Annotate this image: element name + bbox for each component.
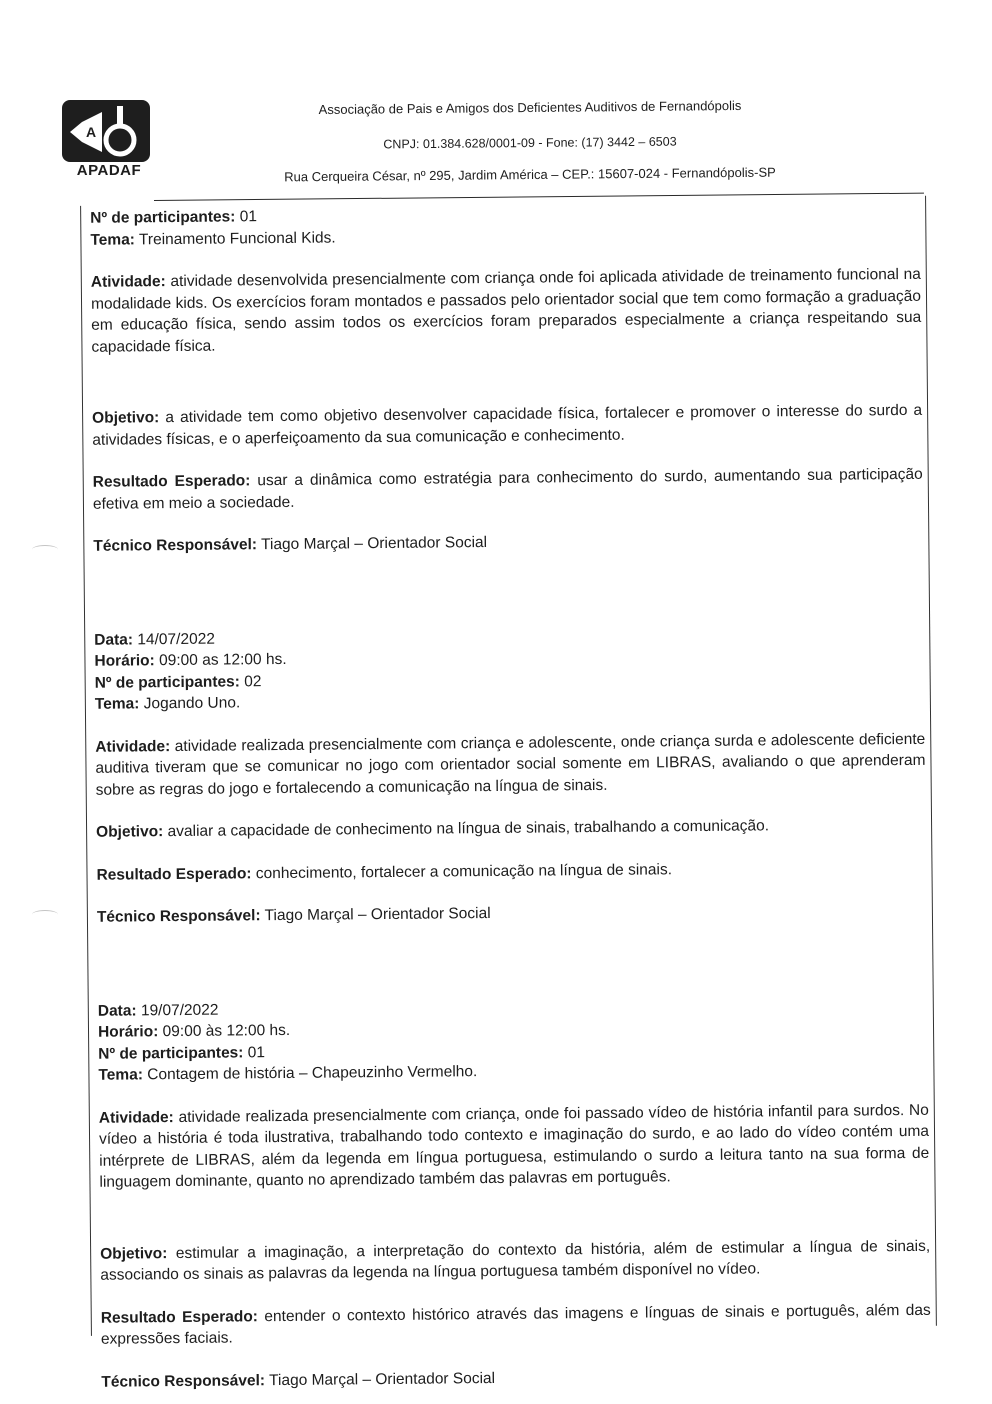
scan-artifact bbox=[32, 545, 58, 554]
address-line: Rua Cerqueira César, nº 295, Jardim América – CEP.: 15607-024 - Fernandópolis-SP bbox=[284, 164, 776, 185]
tema-row: Tema: Jogando Uno. bbox=[94, 694, 241, 713]
atividade-paragraph: Atividade: atividade realizada presencialmente com criança e adolescente, onde criança surda e adolescente deficiente auditiva tiveram que se comunicar no jogo com orientador social somente em LIBRAS, avaliando o que aprenderam sobre as regras do jogo e fortalecendo a comunicação na língua de sinais. bbox=[95, 730, 926, 799]
activity-entry-1 bbox=[90, 200, 923, 557]
resultado-paragraph: Resultado Esperado: conhecimento, fortalecer a comunicação na língua de sinais. bbox=[96, 860, 673, 884]
horario-row: Horário: 09:00 às 12:00 hs. bbox=[97, 1021, 291, 1041]
data-row: Data: 14/07/2022 bbox=[94, 630, 215, 649]
logo-wordmark: APADAF bbox=[76, 162, 142, 179]
activity-entry-2 bbox=[94, 621, 927, 928]
objetivo-paragraph: Objetivo: a atividade tem como objetivo desenvolver capacidade física, fortalecer e promover o interesse do surdo a atividades físicas, e o aperfeiçoamento da sua comunicação e conhecimento. bbox=[92, 401, 923, 449]
participants-row: Nº de participantes: 01 bbox=[98, 1043, 266, 1063]
data-row: Data: 19/07/2022 bbox=[97, 1001, 219, 1020]
activity-entry-3 bbox=[98, 992, 932, 1392]
objetivo-paragraph: Objetivo: estimular a imaginação, a interpretação do contexto da história, além de estimular a língua de sinais, associando os sinais as palavras da legenda na língua portuguesa também disponível no vídeo. bbox=[100, 1237, 931, 1284]
participants-row: Nº de participantes: 02 bbox=[94, 672, 262, 692]
objetivo-paragraph: Objetivo: avaliar a capacidade de conhecimento na língua de sinais, trabalhando a comunicação. bbox=[96, 817, 770, 841]
participants-row: Nº de participantes: 01 bbox=[90, 208, 258, 227]
scan-artifact bbox=[32, 910, 58, 919]
org-name: Associação de Pais e Amigos dos Deficientes Auditivos de Fernandópolis bbox=[318, 97, 742, 118]
tecnico-row: Técnico Responsável: Tiago Marçal – Orientador Social bbox=[101, 1369, 496, 1391]
svg-text:A: A bbox=[86, 124, 97, 140]
tecnico-row: Técnico Responsável: Tiago Marçal – Orientador Social bbox=[96, 904, 491, 926]
tecnico-row: Técnico Responsável: Tiago Marçal – Orientador Social bbox=[93, 534, 488, 555]
atividade-paragraph: Atividade: atividade realizada presencialmente com criança, onde foi passado vídeo de história infantil para surdos. No vídeo a história é toda ilustrativa, trabalhando todo contexto e imaginação do surdo, e ao lado do vídeo contém uma intérprete de LIBRAS, além da legenda em língua portuguesa, estimulando o surdo a leitura tanto na sua forma de linguagem dominante, quanto no aprendizado também das palavras em português. bbox=[98, 1101, 930, 1191]
resultado-paragraph: Resultado Esperado: entender o contexto histórico através das imagens e línguas de sinais e português, além das expressões faciais. bbox=[100, 1301, 931, 1348]
tema-row: Tema: Treinamento Funcional Kids. bbox=[90, 228, 336, 249]
tema-row: Tema: Contagem de história – Chapeuzinho Vermelho. bbox=[98, 1063, 478, 1084]
frame-left-border bbox=[80, 206, 92, 1336]
atividade-paragraph: Atividade: atividade desenvolvida presencialmente com criança onde foi aplicada atividade de treinamento funcional na modalidade kids. Os exercícios foram montados e passados pelo orientador social que tem como formação a graduação em educação física, sendo assim todos os exercícios foram preparados especialmente a criança respeitando sua capacidade física. bbox=[90, 265, 922, 356]
resultado-paragraph: Resultado Esperado: usar a dinâmica como estratégia para conhecimento do surdo, aumentando sua participação efetiva em meio a sociedade. bbox=[92, 465, 923, 513]
report-frame bbox=[70, 188, 947, 1391]
apadaf-logo-icon bbox=[62, 100, 154, 166]
cnpj-phone-line: CNPJ: 01.384.628/0001-09 - Fone: (17) 3442 – 6503 bbox=[383, 134, 677, 152]
report-content bbox=[90, 200, 931, 1393]
horario-row: Horário: 09:00 as 12:00 hs. bbox=[94, 650, 287, 670]
